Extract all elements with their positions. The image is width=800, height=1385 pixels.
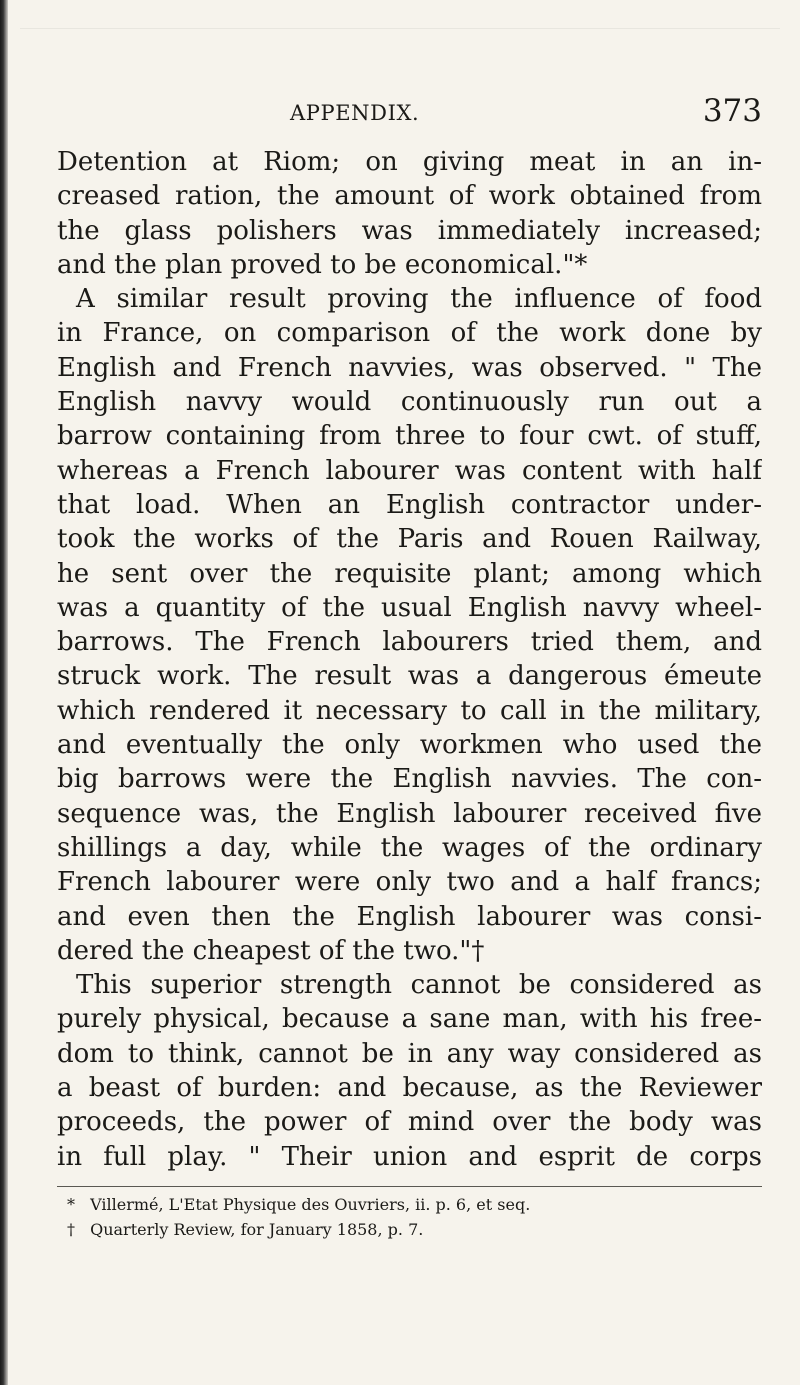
text-line: took the works of the Paris and Rouen Railway,: [57, 524, 762, 555]
text-line: English and French navvies, was observed. " The: [57, 352, 762, 383]
text-line: creased ration, the amount of work obtained from: [57, 181, 762, 212]
footnote-mark: *: [67, 1195, 75, 1214]
text-line: This superior strength cannot be considered as: [76, 970, 762, 1001]
footnote-text: Villermé, L'Etat Physique des Ouvriers, ii. p. 6, et seq.: [90, 1195, 531, 1214]
page-number: 373: [702, 93, 762, 129]
text-line: [57, 1174, 762, 1175]
page-top-edge: [20, 0, 780, 29]
text-line: Detention at Riom; on giving meat in an in-: [57, 147, 762, 177]
running-title: APPENDIX.: [290, 101, 420, 125]
text-line: the glass polishers was immediately increased;: [57, 215, 762, 246]
text-line: proceeds, the power of mind over the body was: [57, 1107, 762, 1138]
text-line: and the plan proved to be economical."*: [57, 249, 588, 280]
text-line: in France, on comparison of the work done by: [57, 318, 762, 349]
body-text: [57, 145, 762, 1175]
footnote-text: Quarterly Review, for January 1858, p. 7.: [90, 1220, 424, 1239]
text-line: French labourer were only two and a half francs;: [57, 867, 762, 898]
footnotes: [57, 1192, 762, 1242]
footnote: [57, 1217, 762, 1242]
text-line: whereas a French labourer was content with half: [57, 455, 762, 486]
text-line: a beast of burden: and because, as the Reviewer: [57, 1073, 762, 1104]
text-line: which rendered it necessary to call in the military,: [57, 695, 762, 726]
footnote-mark: †: [67, 1220, 75, 1239]
text-line: and even then the English labourer was consi-: [57, 901, 762, 932]
text-line: sequence was, the English labourer received five: [57, 798, 762, 829]
text-line: English navvy would continuously run out a: [57, 387, 762, 418]
text-line: was a quantity of the usual English navvy wheel-: [57, 592, 762, 623]
text-line: purely physical, because a sane man, with his free-: [57, 1004, 762, 1035]
text-line: A similar result proving the influence of food: [76, 284, 762, 315]
text-line: barrow containing from three to four cwt. of stuff,: [57, 421, 762, 452]
page-binding-edge: [0, 0, 8, 1385]
text-line: dom to think, cannot be in any way considered as: [57, 1038, 762, 1069]
running-head: [57, 93, 762, 133]
text-line: barrows. The French labourers tried them, and: [57, 627, 762, 658]
text-line: in full play. " Their union and esprit de corps: [57, 1141, 762, 1172]
text-line: he sent over the requisite plant; among which: [57, 558, 762, 589]
text-line: and eventually the only workmen who used the: [57, 730, 762, 761]
text-line: shillings a day, while the wages of the ordinary: [57, 832, 762, 863]
footnote: [57, 1192, 762, 1217]
text-line: big barrows were the English navvies. The con-: [57, 764, 762, 795]
text-line: that load. When an English contractor under-: [57, 489, 762, 520]
footnote-separator: [57, 1186, 762, 1187]
text-line: dered the cheapest of the two."†: [57, 935, 485, 966]
text-line: struck work. The result was a dangerous émeute: [57, 661, 762, 692]
